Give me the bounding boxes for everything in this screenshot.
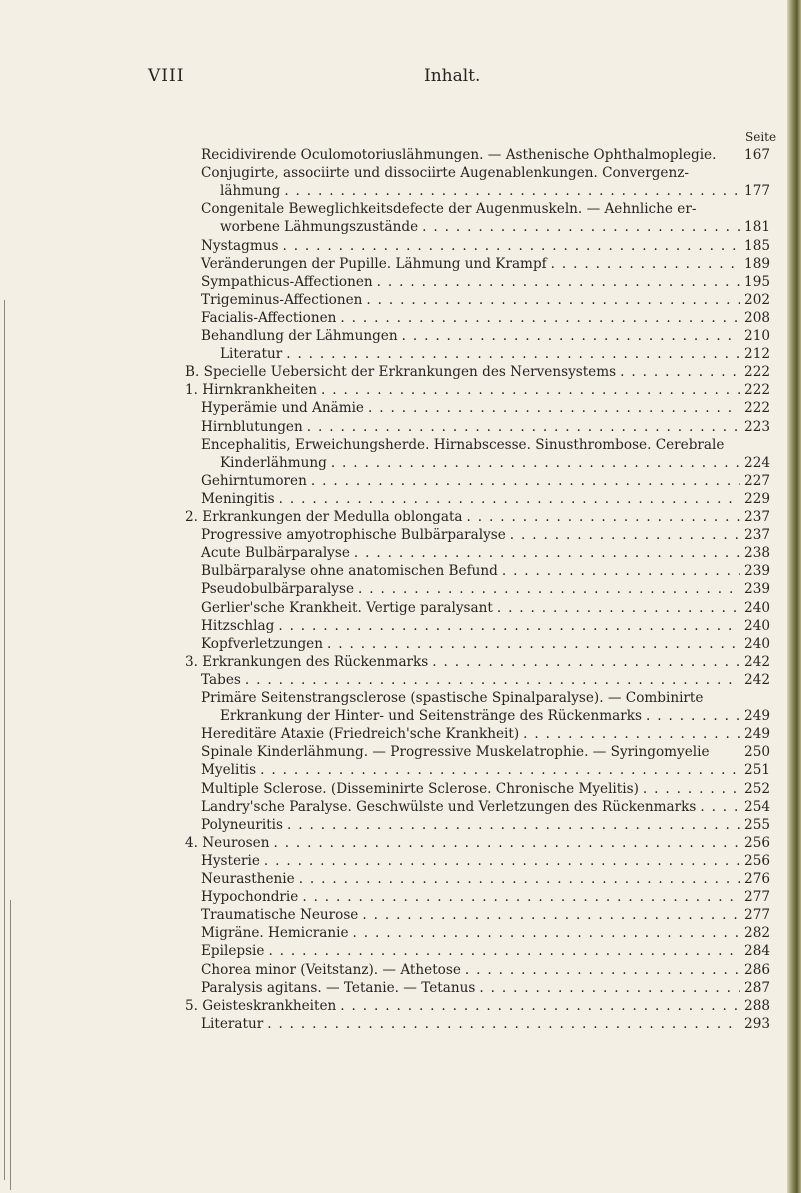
dot-leader — [287, 816, 740, 834]
dot-leader — [358, 580, 740, 598]
toc-entry-title: Gehirntumoren — [201, 472, 307, 489]
toc-page-number: 189 — [744, 255, 770, 272]
toc-entry-title: Spinale Kinderlähmung. — Progressive Muskelatrophie. — Syringomyelie — [201, 744, 710, 761]
toc-entry-title: 3. Erkrankungen des Rückenmarks — [185, 653, 429, 670]
dot-leader — [286, 345, 740, 363]
toc-entry — [201, 617, 770, 635]
dot-leader — [273, 834, 740, 852]
toc-page-number: 238 — [744, 545, 770, 562]
toc-page-number: 282 — [744, 925, 770, 942]
dot-leader — [422, 218, 740, 236]
toc-entry-title: Tabes — [201, 671, 241, 688]
dot-leader — [327, 635, 740, 653]
toc-entry-title: Facialis-Affectionen — [201, 309, 337, 326]
dot-leader — [268, 942, 740, 960]
toc-page-number: 208 — [744, 309, 770, 326]
toc-entry — [201, 924, 770, 942]
toc-page-number: 242 — [744, 671, 770, 688]
toc-entry — [201, 671, 770, 689]
toc-entry — [201, 870, 770, 888]
toc-entry-title: Sympathicus-Affectionen — [201, 273, 373, 290]
toc-page-number: 195 — [744, 273, 770, 290]
toc-entry — [201, 255, 770, 273]
toc-entry-title: Kinderlähmung — [220, 454, 327, 471]
toc-entry — [220, 707, 770, 725]
toc-page-number: 277 — [744, 907, 770, 924]
toc-entry-title: B. Specielle Uebersicht der Erkrankungen des Nervensystems — [185, 364, 617, 381]
toc-entry-title: Hitzschlag — [201, 617, 275, 634]
toc-entry — [201, 544, 770, 562]
toc-page-number: 284 — [744, 943, 770, 960]
dot-leader — [311, 472, 740, 490]
toc-page-number: 167 — [744, 147, 770, 163]
toc-entry — [185, 997, 770, 1015]
dot-leader — [551, 255, 740, 273]
dot-leader — [284, 182, 740, 200]
dot-leader — [368, 399, 740, 417]
toc-page-number: 240 — [744, 635, 770, 652]
toc-entry — [185, 363, 770, 381]
toc-entry — [201, 979, 770, 997]
toc-page-number: 237 — [744, 527, 770, 544]
toc-entry-title: Gerlier'sche Krankheit. Vertige paralysant — [201, 599, 493, 616]
toc-entry — [220, 454, 770, 472]
toc-entry-title: Hyperämie und Anämie — [201, 400, 364, 417]
toc-entry-title: Conjugirte, associirte und dissociirte Augenablenkungen. Convergenz- — [201, 165, 689, 182]
dot-leader — [510, 526, 740, 544]
toc-page-number: 202 — [744, 291, 770, 308]
toc-entry-title: Traumatische Neurose — [201, 907, 359, 924]
dot-leader — [278, 617, 740, 635]
toc-page-number: 288 — [744, 997, 770, 1014]
toc-entry — [220, 218, 770, 236]
dot-leader — [340, 997, 740, 1015]
toc-page-number: 177 — [744, 183, 770, 200]
toc-page-number: 227 — [744, 472, 770, 489]
toc-entry — [201, 200, 770, 218]
dot-leader — [302, 888, 740, 906]
toc-page-number: 224 — [744, 454, 770, 471]
toc-entry-title: 5. Geisteskrankheiten — [185, 997, 337, 1014]
page-binding-edge — [0, 0, 26, 1193]
page-header — [0, 66, 801, 96]
toc-entry — [185, 508, 770, 526]
toc-entry — [201, 526, 770, 544]
toc-entry-title: Kopfverletzungen — [201, 635, 323, 652]
toc-entry — [201, 906, 770, 924]
toc-entry — [201, 798, 770, 816]
toc-entry-title: 4. Neurosen — [185, 834, 270, 851]
dot-leader — [340, 309, 740, 327]
toc-entry — [201, 761, 770, 779]
toc-entry — [201, 399, 770, 417]
toc-entry — [201, 1015, 770, 1033]
toc-page-number: 255 — [744, 816, 770, 833]
seite-column-label: Seite — [745, 130, 777, 144]
dot-leader — [479, 979, 740, 997]
toc-entry — [201, 164, 770, 182]
toc-entry-title: Literatur — [201, 1015, 264, 1032]
toc-entry-title: Myelitis — [201, 762, 257, 779]
dot-leader — [331, 454, 740, 472]
toc-entry — [220, 182, 770, 200]
dot-leader — [432, 653, 740, 671]
toc-page-number: 239 — [744, 563, 770, 580]
toc-entry-title: Multiple Sclerose. (Disseminirte Sclerose. Chronische Myelitis) — [201, 780, 639, 797]
toc-page-number: 185 — [744, 237, 770, 254]
dot-leader — [267, 1015, 740, 1033]
dot-leader — [354, 544, 740, 562]
dot-leader — [260, 761, 740, 779]
toc-entry-title: Progressive amyotrophische Bulbärparalyse — [201, 527, 506, 544]
dot-leader — [497, 599, 740, 617]
toc-entry-title: 1. Hirnkrankheiten — [185, 382, 317, 399]
toc-page-number: 210 — [744, 328, 770, 344]
toc-page-number: 276 — [744, 871, 770, 887]
toc-entry — [201, 418, 770, 436]
toc-page-number: 223 — [744, 418, 770, 435]
toc-entry-title: Veränderungen der Pupille. Lähmung und Krampf — [201, 255, 547, 272]
toc-entry-title: Hypochondrie — [201, 889, 299, 906]
toc-entry — [201, 291, 770, 309]
toc-entry — [201, 888, 770, 906]
toc-page-number: 249 — [744, 708, 770, 725]
toc-entry-title: Acute Bulbärparalyse — [201, 545, 350, 562]
toc-entry — [201, 436, 770, 454]
toc-entry-title: Landry'sche Paralyse. Geschwülste und Verletzungen des Rückenmarks — [201, 798, 697, 815]
toc-entry — [201, 743, 770, 761]
toc-page-number: 222 — [744, 400, 770, 417]
toc-entry-title: Meningitis — [201, 490, 275, 507]
toc-entry — [185, 653, 770, 671]
toc-entry-title: Encephalitis, Erweichungsherde. Hirnabscesse. Sinusthrombose. Cerebrale — [201, 436, 725, 453]
toc-entry — [185, 834, 770, 852]
toc-entry — [201, 852, 770, 870]
toc-entry — [201, 599, 770, 617]
toc-entry — [201, 635, 770, 653]
dot-leader — [353, 924, 740, 942]
dot-leader — [700, 798, 740, 816]
toc-entry-title: Pseudobulbärparalyse — [201, 581, 355, 598]
toc-entry — [185, 381, 770, 399]
dot-leader — [620, 363, 740, 381]
dot-leader — [643, 780, 740, 798]
toc-entry-title: Chorea minor (Veitstanz). — Athetose — [201, 961, 461, 978]
toc-page-number: 237 — [744, 509, 770, 525]
toc-entry — [201, 327, 770, 345]
toc-entry-title: Neurasthenie — [201, 871, 295, 887]
toc-page-number: 252 — [744, 780, 770, 797]
toc-page-number: 254 — [744, 798, 770, 815]
dot-leader — [362, 906, 740, 924]
toc-entry — [201, 961, 770, 979]
toc-entry — [201, 580, 770, 598]
toc-page-number: 256 — [744, 834, 770, 851]
toc-entry-title: 2. Erkrankungen der Medulla oblongata — [185, 509, 463, 525]
dot-leader — [646, 707, 740, 725]
toc-entry-title: Behandlung der Lähmungen — [201, 328, 398, 344]
toc-entry — [201, 237, 770, 255]
toc-page-number: 212 — [744, 346, 770, 363]
toc-entry — [201, 146, 770, 164]
toc-page-number: 240 — [744, 617, 770, 634]
toc-entry-title: Congenitale Beweglichkeitsdefecte der Augenmuskeln. — Aehnliche er- — [201, 201, 697, 218]
toc-page-number: 242 — [744, 653, 770, 670]
running-title: Inhalt. — [424, 66, 481, 86]
toc-page-number: 287 — [744, 979, 770, 996]
toc-page-number: 286 — [744, 961, 770, 978]
toc-entry — [201, 780, 770, 798]
toc-page-number: 181 — [744, 219, 770, 236]
dot-leader — [321, 381, 740, 399]
toc-page-number: 251 — [744, 762, 770, 779]
toc-entry-title: Bulbärparalyse ohne anatomischen Befund — [201, 563, 498, 580]
toc-entry — [201, 309, 770, 327]
dot-leader — [366, 291, 740, 309]
toc-entry — [201, 689, 770, 707]
toc-entry — [201, 816, 770, 834]
dot-leader — [245, 671, 740, 689]
toc-page-number: 240 — [744, 599, 770, 616]
dot-leader — [282, 237, 740, 255]
toc-entry — [201, 490, 770, 508]
toc-page-number: 293 — [744, 1015, 770, 1032]
toc-entry-title: Polyneuritis — [201, 816, 283, 833]
toc-entry — [201, 562, 770, 580]
toc-page-number: 222 — [744, 382, 770, 399]
toc-entry — [201, 725, 770, 743]
toc-entry — [201, 472, 770, 490]
dot-leader — [502, 562, 740, 580]
toc-entry-title: Recidivirende Oculomotoriuslähmungen. — Asthenische Ophthalmoplegie. — [201, 147, 717, 163]
toc-entry-title: Hereditäre Ataxie (Friedreich'sche Krankheit) — [201, 726, 520, 743]
page-number: VIII — [148, 66, 185, 86]
toc-page-number: 239 — [744, 581, 770, 598]
dot-leader — [465, 961, 740, 979]
dot-leader — [523, 725, 740, 743]
toc-entry-title: Trigeminus-Affectionen — [201, 291, 363, 308]
toc-entry-title: Literatur — [220, 346, 283, 363]
dot-leader — [264, 852, 740, 870]
toc-entry-title: Nystagmus — [201, 237, 279, 254]
page-right-edge — [787, 0, 801, 1193]
toc-entry — [201, 942, 770, 960]
toc-page-number: 256 — [744, 852, 770, 869]
toc-page-number: 277 — [744, 889, 770, 906]
toc-entry-title: Primäre Seitenstrangsclerose (spastische Spinalparalyse). — Combinirte — [201, 690, 704, 706]
toc-page-number: 222 — [744, 364, 770, 381]
dot-leader — [279, 490, 740, 508]
dot-leader — [402, 327, 740, 345]
toc-entry-title: Hirnblutungen — [201, 418, 303, 435]
dot-leader — [377, 273, 740, 291]
dot-leader — [299, 870, 740, 888]
toc-entry-title: lähmung — [220, 183, 281, 200]
toc-page-number: 250 — [744, 744, 770, 761]
dot-leader — [467, 508, 740, 526]
dot-leader — [307, 418, 740, 436]
toc-page-number: 249 — [744, 726, 770, 743]
toc-entry-title: Erkrankung der Hinter- und Seitenstränge des Rückenmarks — [220, 708, 642, 725]
toc-entry — [220, 345, 770, 363]
toc-page-number: 229 — [744, 490, 770, 507]
toc-entry-title: Epilepsie — [201, 943, 265, 960]
toc-entry-title: worbene Lähmungszustände — [220, 219, 419, 236]
toc-entry-title: Paralysis agitans. — Tetanie. — Tetanus — [201, 979, 476, 996]
toc-entry-title: Migräne. Hemicranie — [201, 925, 349, 942]
toc-entry — [201, 273, 770, 291]
toc-entry-title: Hysterie — [201, 852, 260, 869]
